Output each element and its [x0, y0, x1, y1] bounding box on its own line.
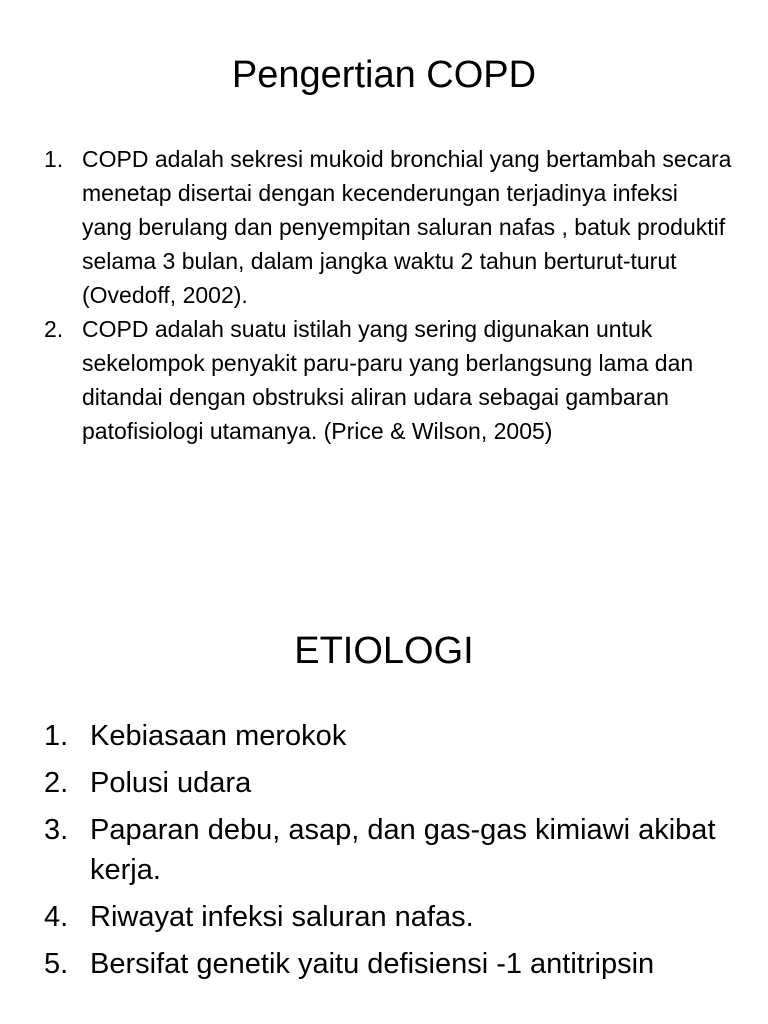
- list-item: [44, 897, 744, 937]
- list-item: [44, 944, 744, 984]
- list-item-number: 2.: [44, 316, 64, 342]
- list-item-text: COPD adalah sekresi mukoid bronchial yang bertambah secara menetap disertai dengan kecenderungan terjadinya infeksi yang berulang dan penyempitan saluran nafas , batuk produktif selama 3 bulan, dalam jangka waktu 2 tahun berturut-turut (Ovedoff, 2002).: [82, 146, 732, 308]
- list-item-number: 1.: [44, 720, 69, 752]
- list-item-number: 3.: [44, 814, 69, 846]
- list-item-number: 5.: [44, 948, 69, 980]
- list-item: [44, 810, 744, 890]
- list-item: [44, 716, 744, 756]
- list-item: [44, 142, 734, 312]
- list-item-number: 4.: [44, 901, 69, 933]
- list-item-text: Paparan debu, asap, dan gas-gas kimiawi akibat kerja.: [90, 814, 716, 886]
- list-item-text: Riwayat infeksi saluran nafas.: [90, 901, 474, 933]
- etiology-list: [44, 716, 744, 991]
- slide-title: Pengertian COPD: [231, 54, 537, 96]
- list-item-text: Polusi udara: [90, 767, 252, 799]
- list-item-number: 2.: [44, 767, 69, 799]
- list-item-text: Kebiasaan merokok: [90, 720, 347, 752]
- list-item: [44, 763, 744, 803]
- list-item: [44, 312, 734, 448]
- slide-title: ETIOLOGI: [294, 630, 474, 672]
- list-item-text: COPD adalah suatu istilah yang sering digunakan untuk sekelompok penyakit paru-paru yang berlangsung lama dan ditandai dengan obstruksi aliran udara sebagai gambaran patofisiologi utamanya. (Price & Wilson, 2005): [82, 316, 694, 444]
- definition-list: [44, 142, 734, 448]
- list-item-text: Bersifat genetik yaitu defisiensi -1 antitripsin: [90, 948, 655, 980]
- slide-etiologi: [0, 512, 768, 1024]
- list-item-number: 1.: [44, 146, 64, 172]
